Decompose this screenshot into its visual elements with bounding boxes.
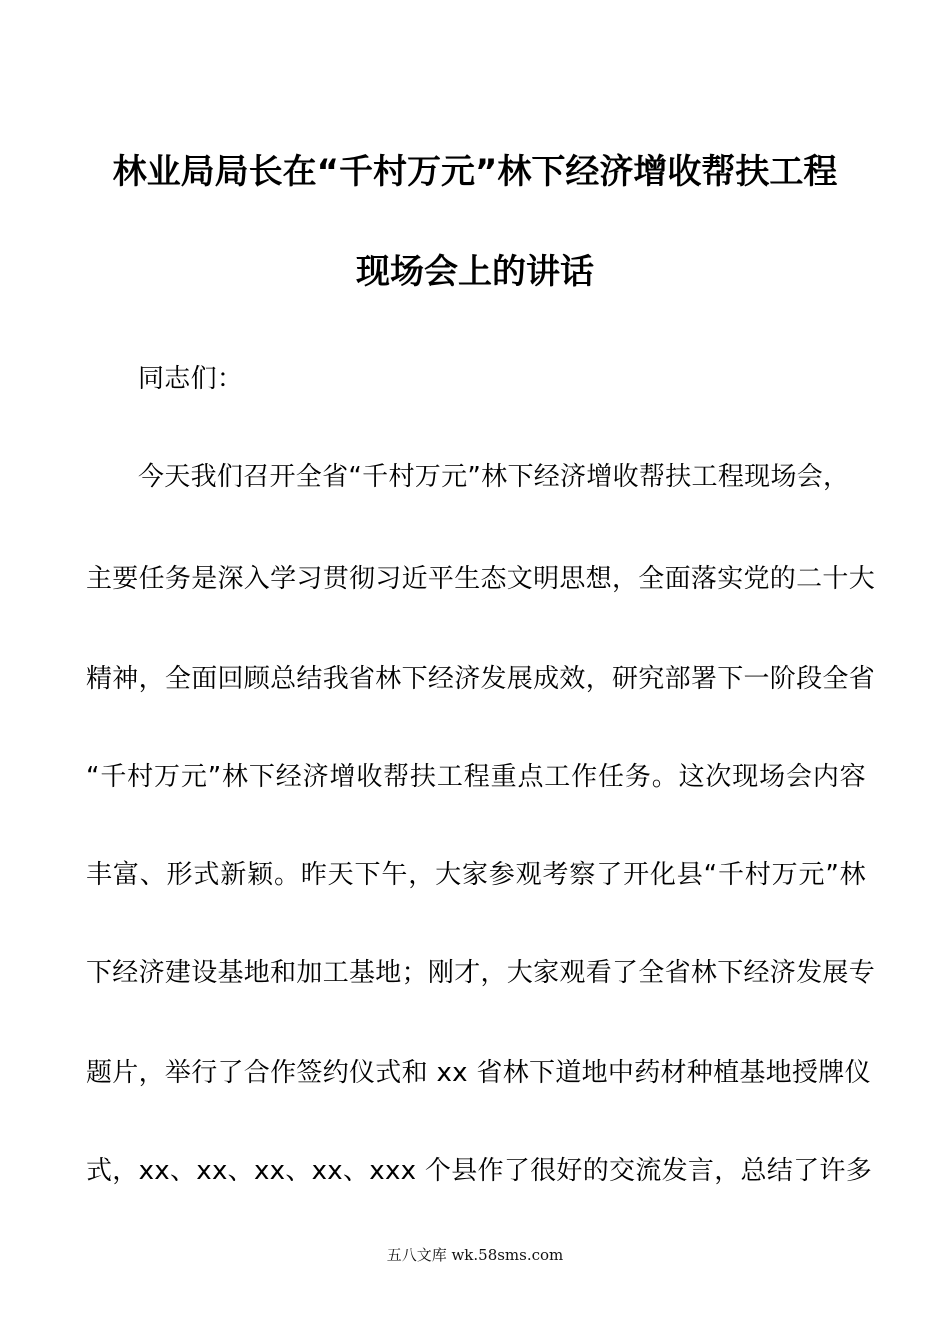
body-line: 主要任务是深入学习贯彻习近平生态文明思想，全面落实党的二十大 xyxy=(86,564,876,594)
document-title-line-2: 现场会上的讲话 xyxy=(356,252,594,292)
body-line: 下经济建设基地和加工基地；刚才，大家观看了全省林下经济发展专 xyxy=(86,958,876,988)
body-line: 今天我们召开全省“千村万元”林下经济增收帮扶工程现场会， xyxy=(138,462,850,492)
body-line: “千村万元”林下经济增收帮扶工程重点工作任务。这次现场会内容 xyxy=(86,762,866,792)
body-line: 式，xx、xx、xx、xx、xxx 个县作了很好的交流发言，总结了许多 xyxy=(86,1156,873,1186)
body-line: 精神，全面回顾总结我省林下经济发展成效，研究部署下一阶段全省 xyxy=(86,664,876,694)
document-title-line-1: 林业局局长在“千村万元”林下经济增收帮扶工程 xyxy=(112,152,838,192)
body-line: 丰富、形式新颖。昨天下午，大家参观考察了开化县“千村万元”林 xyxy=(86,860,866,890)
salutation: 同志们： xyxy=(138,364,244,394)
body-line: 题片，举行了合作签约仪式和 xx 省林下道地中药材种植基地授牌仪 xyxy=(86,1058,871,1088)
footer-watermark: 五八文库 wk.58sms.com xyxy=(386,1246,564,1264)
